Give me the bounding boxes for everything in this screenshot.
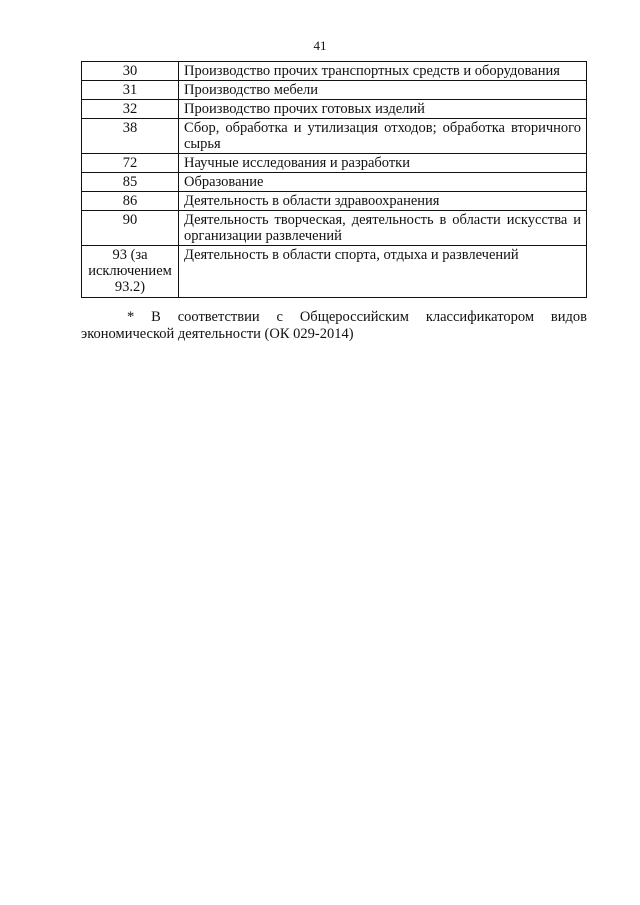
okved-description: Деятельность творческая, деятельность в области искусства и организации развлечений: [179, 211, 587, 246]
okved-description: Деятельность в области здравоохранения: [179, 192, 587, 211]
footnote-line: * В соответствии с Общероссийским классификатором видов: [127, 309, 587, 325]
okved-description: Образование: [179, 173, 587, 192]
okved-code: 85: [82, 173, 179, 192]
okved-description: Производство прочих готовых изделий: [179, 100, 587, 119]
okved-code: 30: [82, 62, 179, 81]
okved-code: 90: [82, 211, 179, 246]
okved-code: 32: [82, 100, 179, 119]
okved-code: 93 (за исключением 93.2): [82, 246, 179, 298]
table-row: [82, 62, 587, 81]
table-row: [82, 100, 587, 119]
table-row: [82, 154, 587, 173]
okved-description: Производство прочих транспортных средств и оборудования: [179, 62, 587, 81]
footnote: [81, 309, 587, 343]
okved-description: Научные исследования и разработки: [179, 154, 587, 173]
okved-description: Деятельность в области спорта, отдыха и развлечений: [179, 246, 587, 298]
okved-code: 72: [82, 154, 179, 173]
table-row: [82, 119, 587, 154]
okved-table: [81, 61, 587, 298]
table-row: [82, 192, 587, 211]
table-row: [82, 246, 587, 298]
table-row: [82, 173, 587, 192]
table-row: [82, 211, 587, 246]
table-row: [82, 81, 587, 100]
okved-description: Сбор, обработка и утилизация отходов; обработка вторичного сырья: [179, 119, 587, 154]
okved-code: 86: [82, 192, 179, 211]
footnote-line: экономической деятельности (ОК 029-2014): [81, 326, 354, 342]
okved-code: 31: [82, 81, 179, 100]
okved-code: 38: [82, 119, 179, 154]
page-number: 41: [313, 38, 327, 53]
okved-description: Производство мебели: [179, 81, 587, 100]
